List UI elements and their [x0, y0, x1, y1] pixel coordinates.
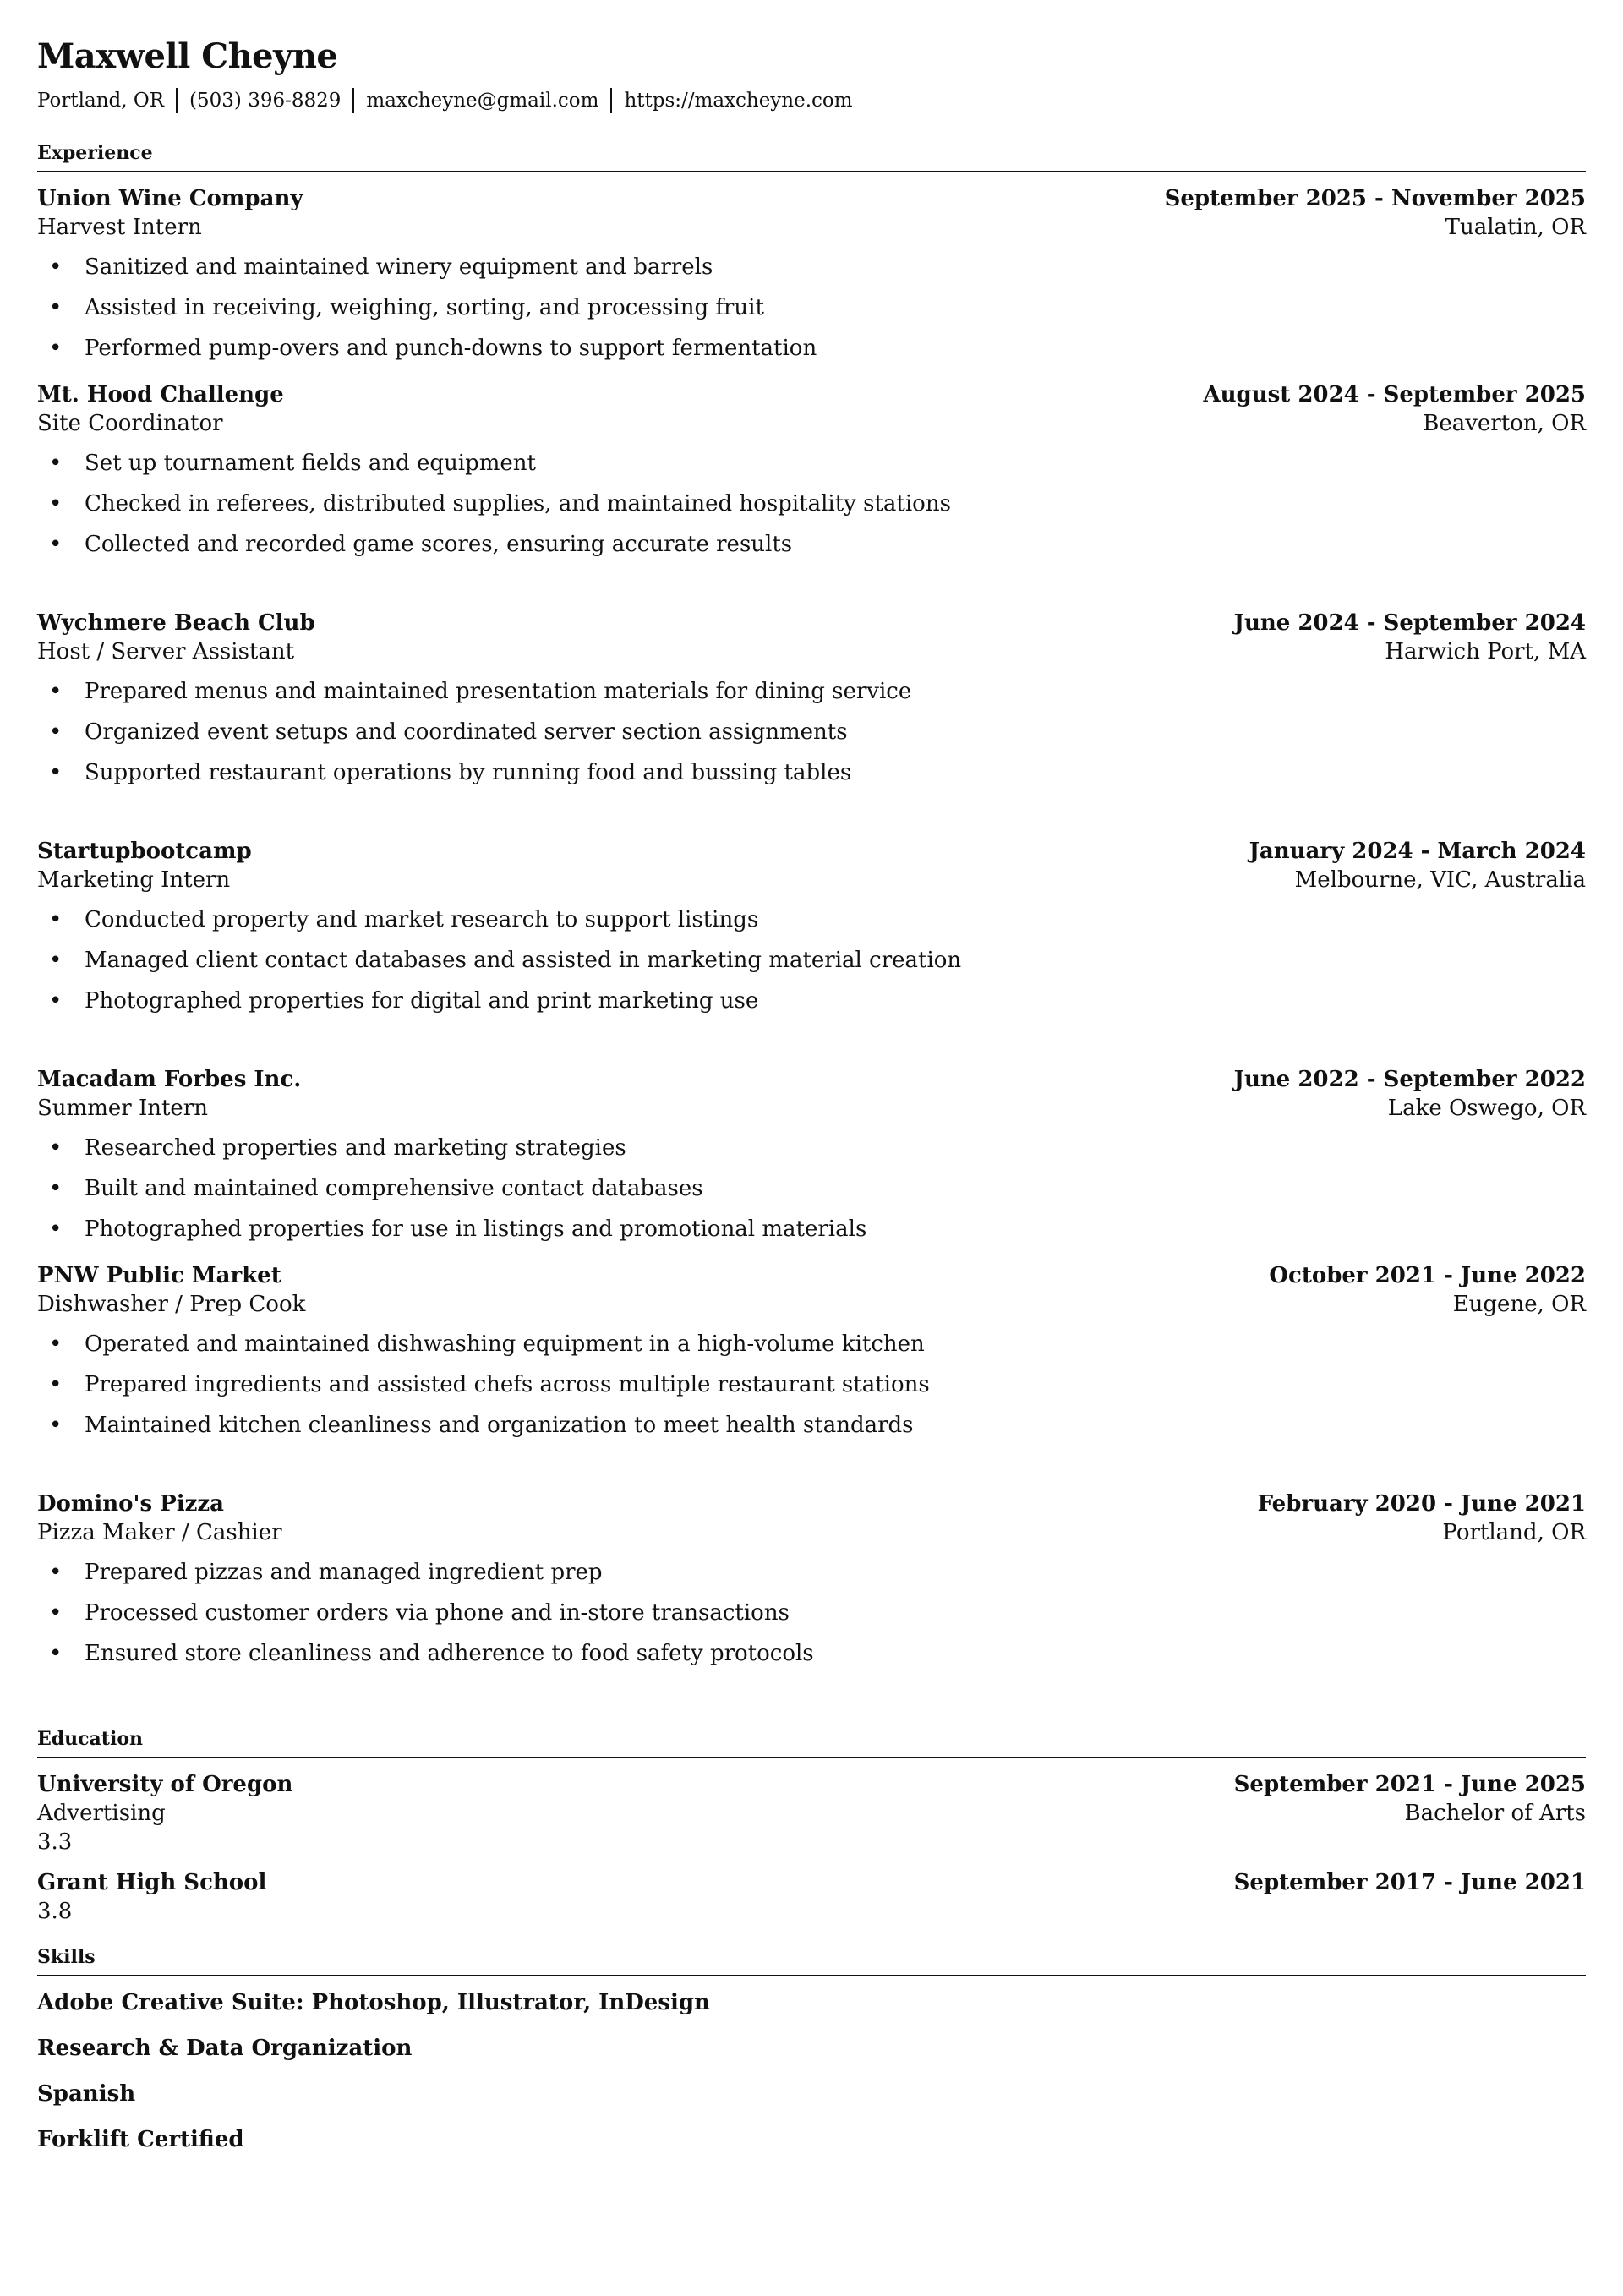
job-dates: October 2021 - June 2022: [1269, 1263, 1586, 1288]
bullet-dot: •: [49, 1372, 63, 1397]
bullet-dot: •: [49, 254, 63, 280]
bullet-text: Organized event setups and coordinated server section assignments: [85, 719, 848, 745]
school-dates: September 2021 - June 2025: [1233, 1772, 1586, 1797]
bullet-dot: •: [49, 532, 63, 557]
job-role: Pizza Maker / Cashier: [37, 1520, 282, 1545]
bullet-item: [37, 940, 1586, 981]
bullet-dot: •: [49, 491, 63, 517]
job-dates: September 2025 - November 2025: [1164, 186, 1586, 211]
skill-item: Adobe Creative Suite: Photoshop, Illustrator, InDesign: [37, 1990, 710, 2015]
bullet-dot: •: [49, 719, 63, 745]
bullet-text: Processed customer orders via phone and in-store transactions: [85, 1600, 790, 1626]
education-entry: [37, 1868, 1586, 1926]
bullet-dot: •: [49, 948, 63, 973]
school-name: Grant High School: [37, 1870, 267, 1895]
experience-entry: [37, 1261, 1586, 1446]
skill-item: Forklift Certified: [37, 2127, 244, 2152]
job-location: Beaverton, OR: [1423, 411, 1586, 436]
bullet-text: Checked in referees, distributed supplies, and maintained hospitality stations: [85, 491, 951, 517]
bullet-item: [37, 287, 1586, 328]
job-role: Dishwasher / Prep Cook: [37, 1292, 306, 1317]
bullet-item: [37, 671, 1586, 712]
bullet-item: [37, 712, 1586, 752]
company-name: Domino's Pizza: [37, 1491, 224, 1517]
job-role: Site Coordinator: [37, 411, 223, 436]
bullet-text: Sanitized and maintained winery equipment and barrels: [85, 254, 713, 280]
bullet-dot: •: [49, 1135, 63, 1161]
skill-item: Research & Data Organization: [37, 2036, 413, 2061]
job-location: Portland, OR: [1442, 1520, 1586, 1545]
bullet-item: [37, 1593, 1586, 1633]
company-name: Union Wine Company: [37, 186, 303, 211]
experience-entry: [37, 609, 1586, 793]
bullet-dot: •: [49, 336, 63, 361]
bullet-text: Performed pump-overs and punch-downs to support fermentation: [85, 336, 817, 361]
job-dates: June 2022 - September 2022: [1233, 1067, 1586, 1092]
section-title-skills: Skills: [37, 1946, 1586, 1976]
contact-email[interactable]: maxcheyne@gmail.com: [352, 88, 610, 113]
bullet-text: Operated and maintained dishwashing equipment in a high-volume kitchen: [85, 1331, 925, 1357]
bullet-dot: •: [49, 1331, 63, 1357]
bullet-item: [37, 899, 1586, 940]
experience-entry: [37, 1490, 1586, 1674]
bullet-dot: •: [49, 1176, 63, 1201]
school-gpa: 3.3: [37, 1829, 73, 1855]
job-bullets: [37, 247, 1586, 369]
experience-entry: [37, 837, 1586, 1021]
bullet-dot: •: [49, 679, 63, 704]
bullet-text: Supported restaurant operations by running food and bussing tables: [85, 760, 852, 785]
bullet-item: [37, 1405, 1586, 1446]
company-name: Macadam Forbes Inc.: [37, 1067, 302, 1092]
skills-list: [37, 1988, 1586, 2154]
bullet-dot: •: [49, 1413, 63, 1438]
bullet-dot: •: [49, 1600, 63, 1626]
bullet-item: [37, 1168, 1586, 1209]
bullet-text: Photographed properties for digital and print marketing use: [85, 988, 759, 1014]
bullet-dot: •: [49, 988, 63, 1014]
bullet-item: [37, 1209, 1586, 1249]
bullet-dot: •: [49, 451, 63, 476]
skill-item: Spanish: [37, 2081, 136, 2107]
bullet-text: Set up tournament fields and equipment: [85, 451, 537, 476]
bullet-dot: •: [49, 1560, 63, 1585]
bullet-dot: •: [49, 1216, 63, 1242]
job-role: Harvest Intern: [37, 215, 202, 240]
job-dates: February 2020 - June 2021: [1257, 1491, 1586, 1517]
contact-phone: (503) 396-8829: [176, 88, 352, 113]
section-title-education: Education: [37, 1728, 1586, 1758]
bullet-item: [37, 981, 1586, 1021]
bullet-item: [37, 1552, 1586, 1593]
education-entry: [37, 1770, 1586, 1856]
job-bullets: [37, 899, 1586, 1021]
bullet-text: Built and maintained comprehensive contact databases: [85, 1176, 703, 1201]
bullet-dot: •: [49, 907, 63, 932]
candidate-name: Maxwell Cheyne: [37, 36, 338, 76]
job-role: Host / Server Assistant: [37, 639, 295, 664]
job-role: Summer Intern: [37, 1096, 208, 1121]
bullet-text: Prepared pizzas and managed ingredient prep: [85, 1560, 603, 1585]
bullet-text: Prepared menus and maintained presentation materials for dining service: [85, 679, 912, 704]
company-name: PNW Public Market: [37, 1263, 281, 1288]
bullet-text: Photographed properties for use in listings and promotional materials: [85, 1216, 867, 1242]
experience-entry: [37, 1065, 1586, 1249]
job-location: Eugene, OR: [1452, 1292, 1586, 1317]
bullet-item: [37, 443, 1586, 484]
school-name: University of Oregon: [37, 1772, 293, 1797]
bullet-item: [37, 1324, 1586, 1364]
bullet-text: Managed client contact databases and assisted in marketing material creation: [85, 948, 962, 973]
bullet-item: [37, 247, 1586, 287]
job-dates: August 2024 - September 2025: [1203, 382, 1586, 407]
company-name: Startupbootcamp: [37, 839, 252, 864]
job-location: Tualatin, OR: [1445, 215, 1586, 240]
bullet-item: [37, 328, 1586, 369]
job-location: Lake Oswego, OR: [1387, 1096, 1586, 1121]
bullet-dot: •: [49, 760, 63, 785]
school-gpa: 3.8: [37, 1899, 73, 1924]
job-bullets: [37, 671, 1586, 793]
company-name: Wychmere Beach Club: [37, 610, 315, 636]
bullet-text: Assisted in receiving, weighing, sorting, and processing fruit: [85, 295, 764, 320]
job-dates: June 2024 - September 2024: [1233, 610, 1586, 636]
job-location: Harwich Port, MA: [1385, 639, 1586, 664]
bullet-item: [37, 1633, 1586, 1674]
contact-line: [37, 88, 1586, 113]
school-field: Advertising: [37, 1801, 166, 1826]
bullet-dot: •: [49, 1641, 63, 1666]
bullet-dot: •: [49, 295, 63, 320]
section-title-experience: Experience: [37, 142, 1586, 172]
job-role: Marketing Intern: [37, 867, 231, 893]
job-bullets: [37, 443, 1586, 565]
contact-location: Portland, OR: [37, 90, 165, 112]
bullet-text: Conducted property and market research to support listings: [85, 907, 759, 932]
job-bullets: [37, 1324, 1586, 1446]
bullet-item: [37, 524, 1586, 565]
job-location: Melbourne, VIC, Australia: [1294, 867, 1586, 893]
bullet-text: Researched properties and marketing strategies: [85, 1135, 626, 1161]
bullet-item: [37, 752, 1586, 793]
experience-entry: [37, 380, 1586, 565]
bullet-text: Ensured store cleanliness and adherence to food safety protocols: [85, 1641, 814, 1666]
company-name: Mt. Hood Challenge: [37, 382, 284, 407]
job-bullets: [37, 1128, 1586, 1249]
school-degree: Bachelor of Arts: [1404, 1801, 1586, 1826]
school-dates: September 2017 - June 2021: [1233, 1870, 1586, 1895]
job-bullets: [37, 1552, 1586, 1674]
bullet-text: Maintained kitchen cleanliness and organization to meet health standards: [85, 1413, 914, 1438]
experience-entry: [37, 184, 1586, 369]
bullet-item: [37, 484, 1586, 524]
bullet-item: [37, 1364, 1586, 1405]
job-dates: January 2024 - March 2024: [1249, 839, 1586, 864]
bullet-item: [37, 1128, 1586, 1168]
bullet-text: Prepared ingredients and assisted chefs across multiple restaurant stations: [85, 1372, 930, 1397]
contact-website[interactable]: https://maxcheyne.com: [610, 88, 864, 113]
bullet-text: Collected and recorded game scores, ensuring accurate results: [85, 532, 793, 557]
